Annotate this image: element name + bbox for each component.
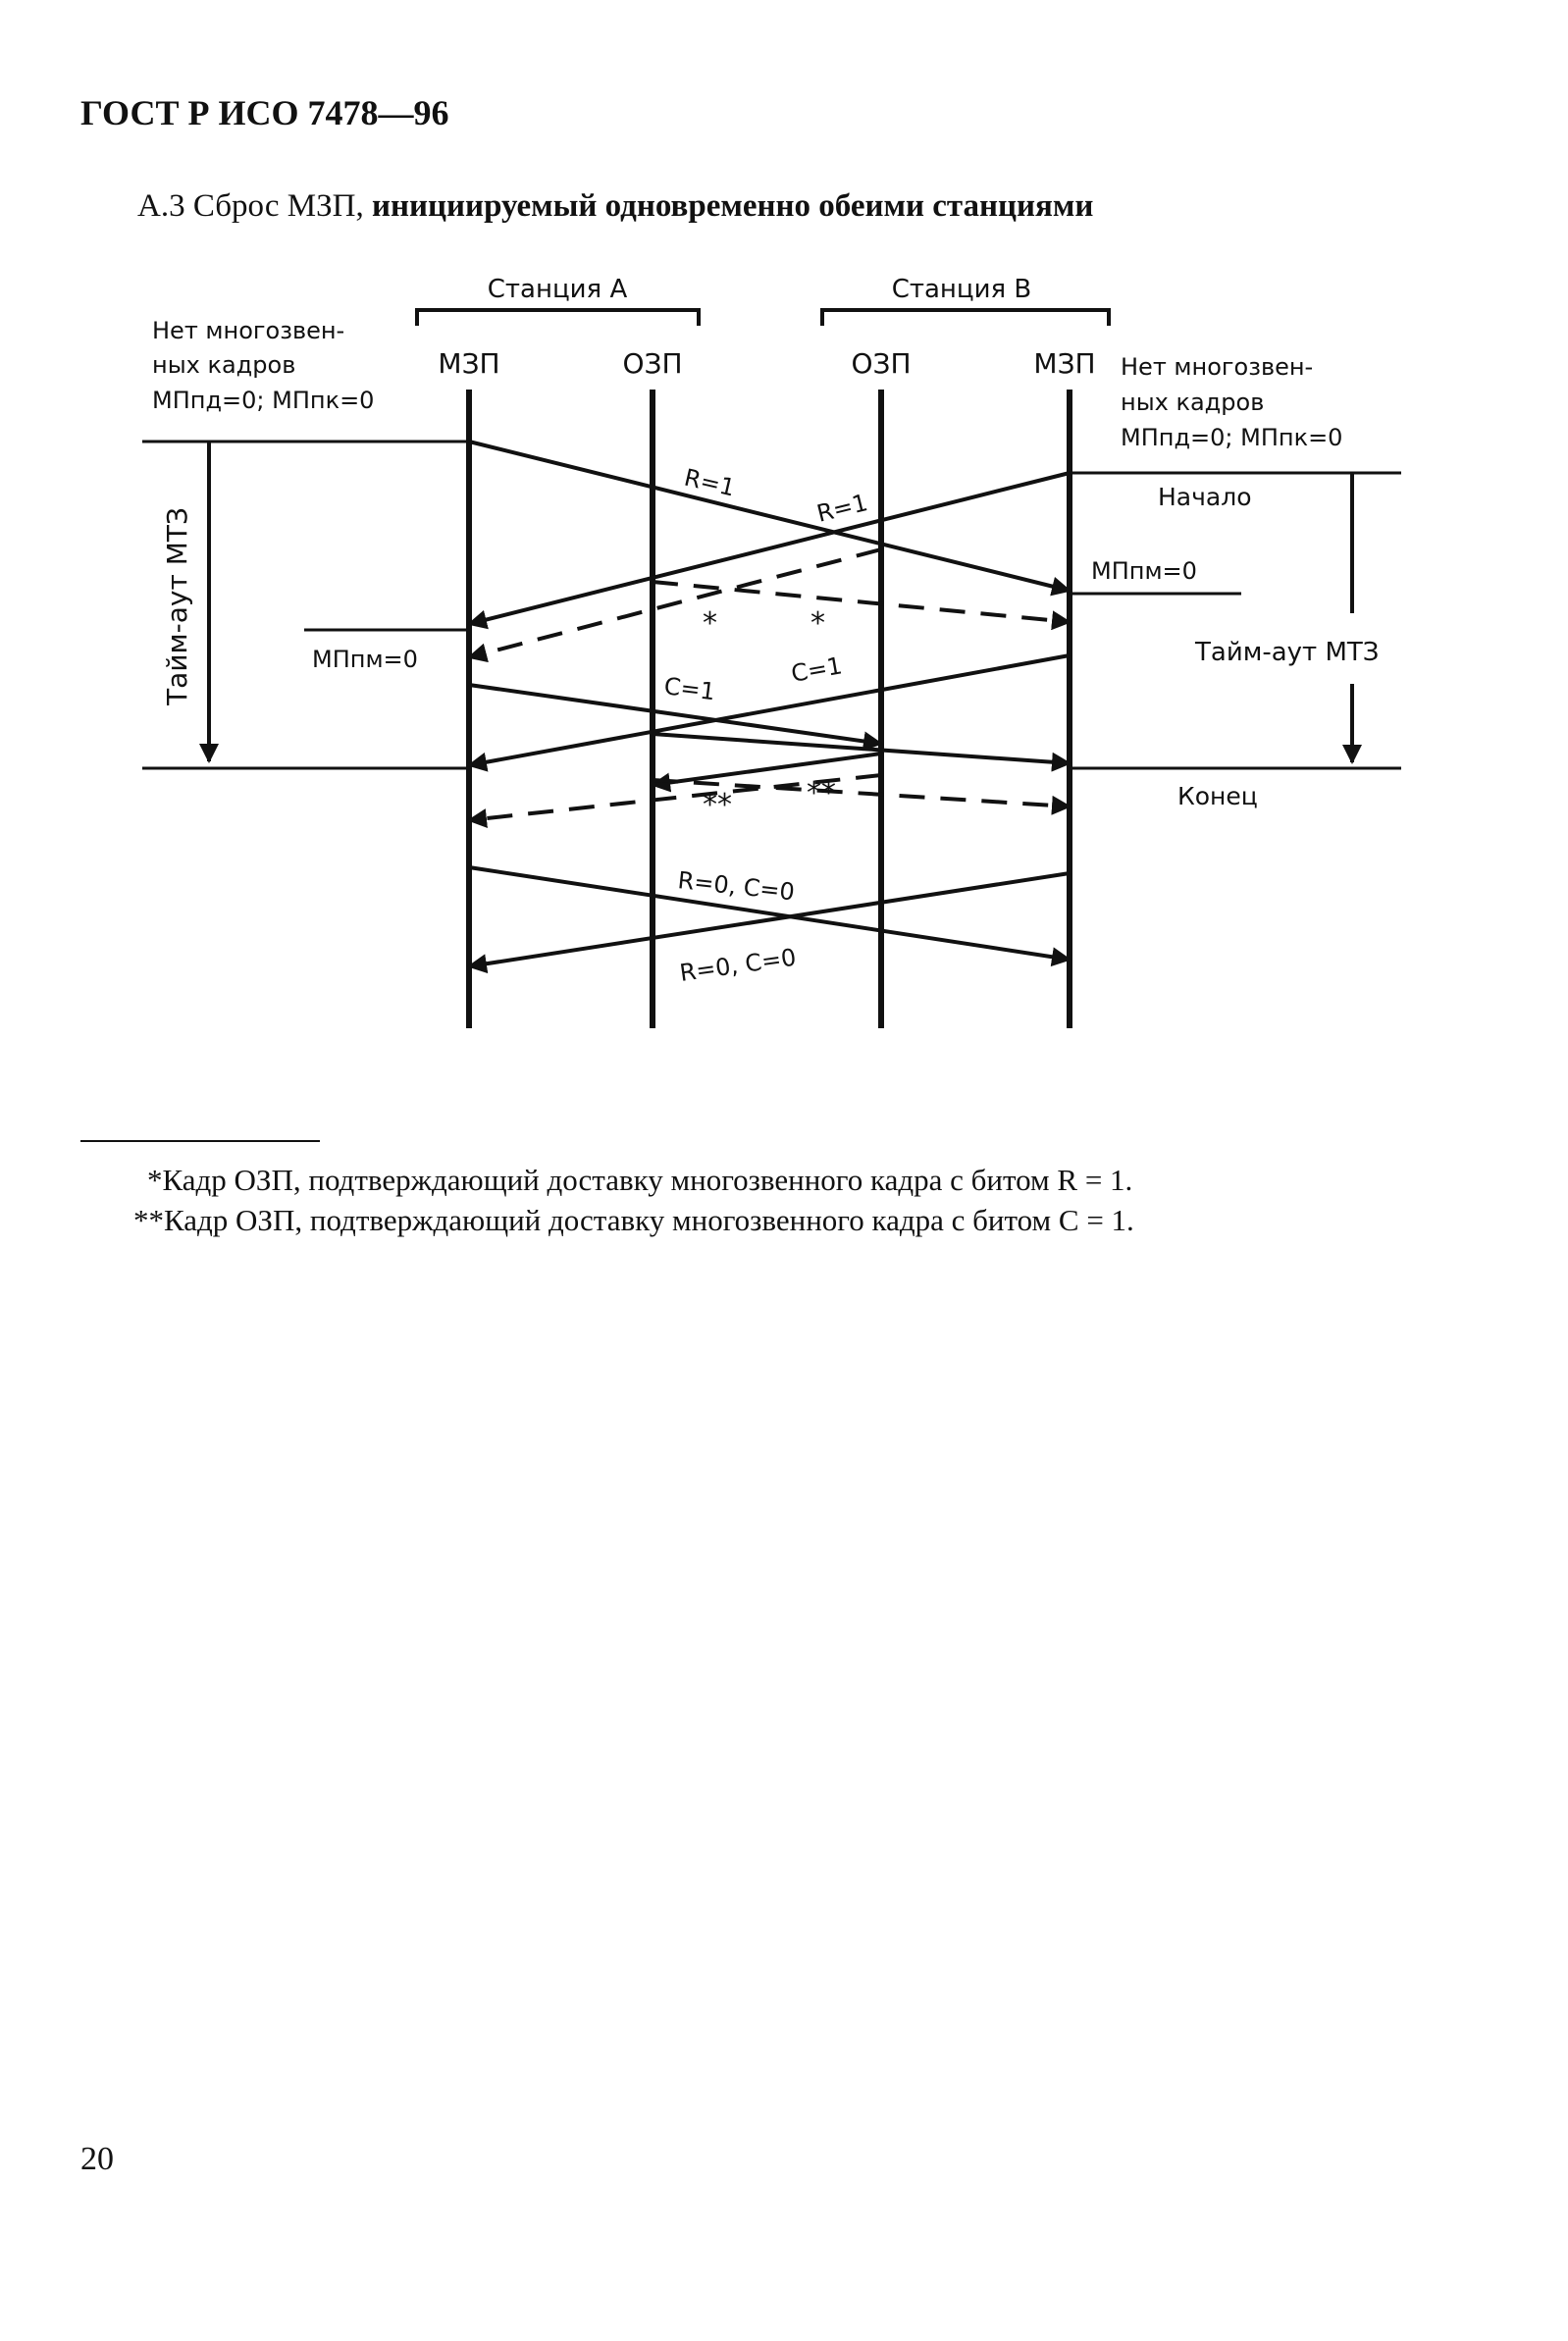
label-c1-b: C=1	[789, 651, 845, 688]
start-label: Начало	[1158, 483, 1252, 511]
footnote-1: *Кадр ОЗП, подтверждающий доставку многозвенного кадра с битом R = 1.	[147, 1163, 1133, 1197]
left-note-line-3: МПпд=0; МПпк=0	[152, 387, 375, 414]
label-r1-b: R=1	[813, 489, 870, 528]
left-note-line-2: ных кадров	[152, 351, 296, 379]
right-timer-label: Тайм-аут МТЗ	[1195, 638, 1380, 667]
sequence-diagram	[0, 0, 1568, 1079]
left-state-label: МПпм=0	[312, 646, 418, 673]
station-a-label: Станция А	[487, 275, 628, 304]
lane-label-a-mzp: МЗП	[438, 347, 500, 380]
section-title-start: Сброс МЗП,	[192, 188, 364, 224]
station-a-bracket	[417, 310, 699, 326]
section-number: А.3	[137, 188, 185, 224]
label-rc0-a: R=0, C=0	[676, 866, 797, 907]
message-r1-a-to-b	[469, 442, 1070, 591]
label-double-star-b: **	[807, 776, 836, 810]
document-header: ГОСТ Р ИСО 7478—96	[80, 93, 449, 132]
label-star-a: *	[703, 606, 717, 641]
footnote-separator	[80, 1140, 320, 1142]
label-rc0-b: R=0, C=0	[677, 943, 799, 987]
left-note-line-1: Нет многозвен-	[152, 317, 345, 344]
lane-label-b-mzp: МЗП	[1033, 347, 1096, 380]
right-note-line-3: МПпд=0; МПпк=0	[1121, 424, 1343, 451]
label-r1-a: R=1	[681, 463, 738, 502]
message-c1-return	[653, 754, 881, 785]
message-c1-forward	[653, 734, 1070, 763]
end-label: Конец	[1177, 782, 1258, 810]
left-timer-label: Тайм-аут МТЗ	[161, 507, 193, 705]
label-double-star-a: **	[703, 788, 732, 822]
label-star-b: *	[810, 606, 825, 641]
footnote-2: **Кадр ОЗП, подтверждающий доставку многозвенного кадра с битом C = 1.	[133, 1203, 1134, 1237]
lane-label-b-ozp: ОЗП	[851, 347, 912, 380]
ack-star-b-to-a	[469, 549, 881, 657]
page-number: 20	[80, 2141, 114, 2177]
message-r1-b-to-a	[469, 473, 1070, 624]
station-b-label: Станция В	[891, 275, 1032, 304]
station-b-bracket	[822, 310, 1109, 326]
label-c1-a: C=1	[662, 672, 717, 706]
message-c1-b-to-a	[469, 655, 1070, 765]
right-note-line-1: Нет многозвен-	[1121, 353, 1314, 381]
lane-label-a-ozp: ОЗП	[622, 347, 683, 380]
right-note-line-2: ных кадров	[1121, 389, 1265, 416]
right-state-label: МПпм=0	[1091, 557, 1197, 585]
section-title-rest: инициируемый одновременно обеими станциями	[371, 188, 1094, 224]
